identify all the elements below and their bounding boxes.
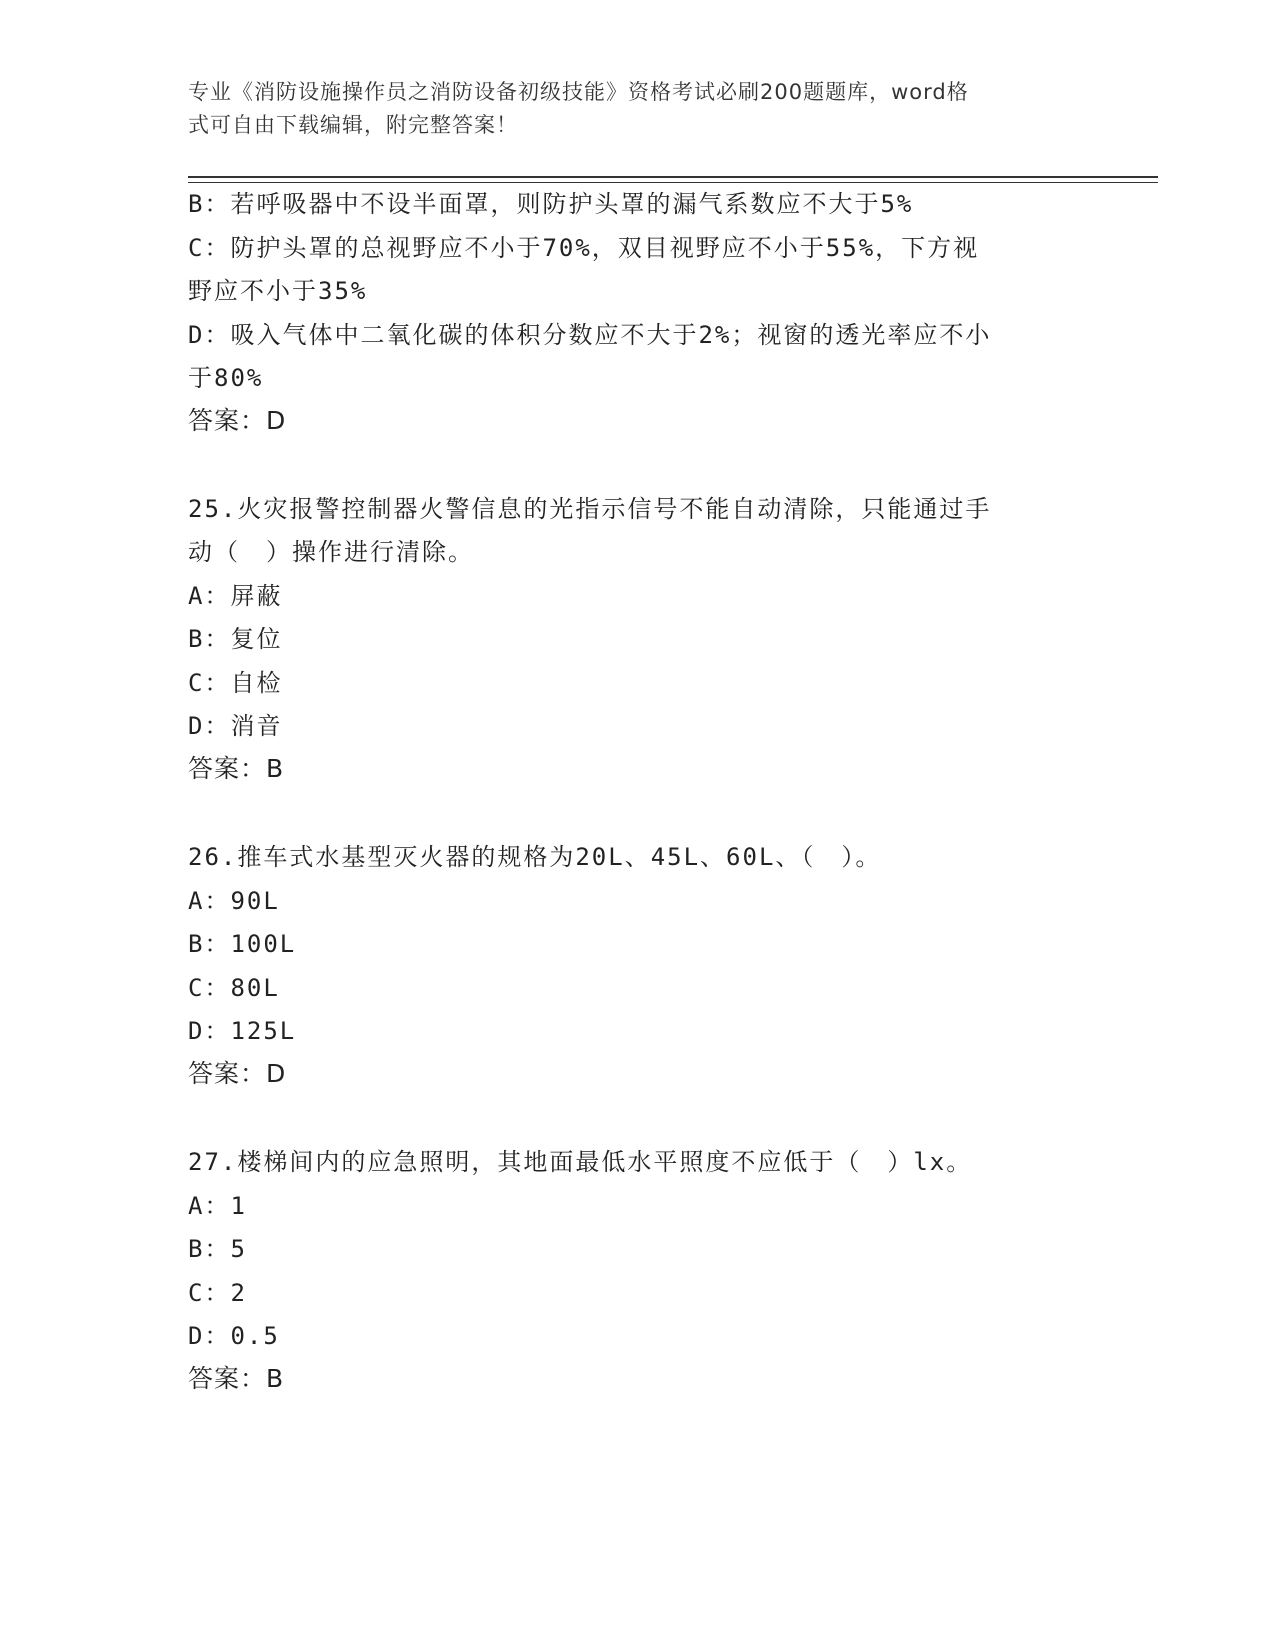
prev-option-d-line-2: 于80% xyxy=(188,364,264,392)
prev-option-b: B：若呼吸器中不设半面罩，则防护头罩的漏气系数应不大于5% xyxy=(188,190,914,218)
document-header xyxy=(188,76,1068,142)
q26-option-d: D：125L xyxy=(188,1017,297,1045)
q25-stem-line-1: 25.火灾报警控制器火警信息的光指示信号不能自动清除，只能通过手 xyxy=(188,495,992,523)
q25-answer: 答案：B xyxy=(188,754,285,783)
q27-stem: 27.楼梯间内的应急照明，其地面最低水平照度不应低于（ ）lx。 xyxy=(188,1148,973,1176)
q27-option-a: A：1 xyxy=(188,1192,247,1220)
q25-option-a: A：屏蔽 xyxy=(188,582,283,610)
q26-option-b: B：100L xyxy=(188,930,297,958)
q25-option-c: C：自检 xyxy=(188,669,283,697)
q25-stem-line-2: 动（ ）操作进行清除。 xyxy=(188,538,474,566)
q26-option-c: C：80L xyxy=(188,974,280,1002)
prev-option-c-line-1: C：防护头罩的总视野应不小于70%，双目视野应不小于55%，下方视 xyxy=(188,234,980,262)
q25-option-d: D：消音 xyxy=(188,712,283,740)
q26-answer: 答案：D xyxy=(188,1059,287,1088)
q25-option-b: B：复位 xyxy=(188,625,283,653)
header-title-line-2: 式可自由下载编辑，附完整答案！ xyxy=(188,113,518,137)
q26-option-a: A：90L xyxy=(188,887,280,915)
q27-option-b: B：5 xyxy=(188,1235,247,1263)
prev-answer: 答案：D xyxy=(188,406,287,435)
q27-option-c: C：2 xyxy=(188,1279,247,1307)
header-title-line-1: 专业《消防设施操作员之消防设备初级技能》资格考试必刷200题题库，word格 xyxy=(188,80,969,104)
header-divider-thin xyxy=(188,182,1158,183)
q27-answer: 答案：B xyxy=(188,1364,285,1393)
prev-option-d-line-1: D：吸入气体中二氧化碳的体积分数应不大于2%；视窗的透光率应不小 xyxy=(188,321,992,349)
q26-stem: 26.推车式水基型灭火器的规格为20L、45L、60L、（ ）。 xyxy=(188,843,882,871)
prev-option-c-line-2: 野应不小于35% xyxy=(188,277,368,305)
header-divider-thick xyxy=(188,176,1158,178)
q27-option-d: D：0.5 xyxy=(188,1322,280,1350)
